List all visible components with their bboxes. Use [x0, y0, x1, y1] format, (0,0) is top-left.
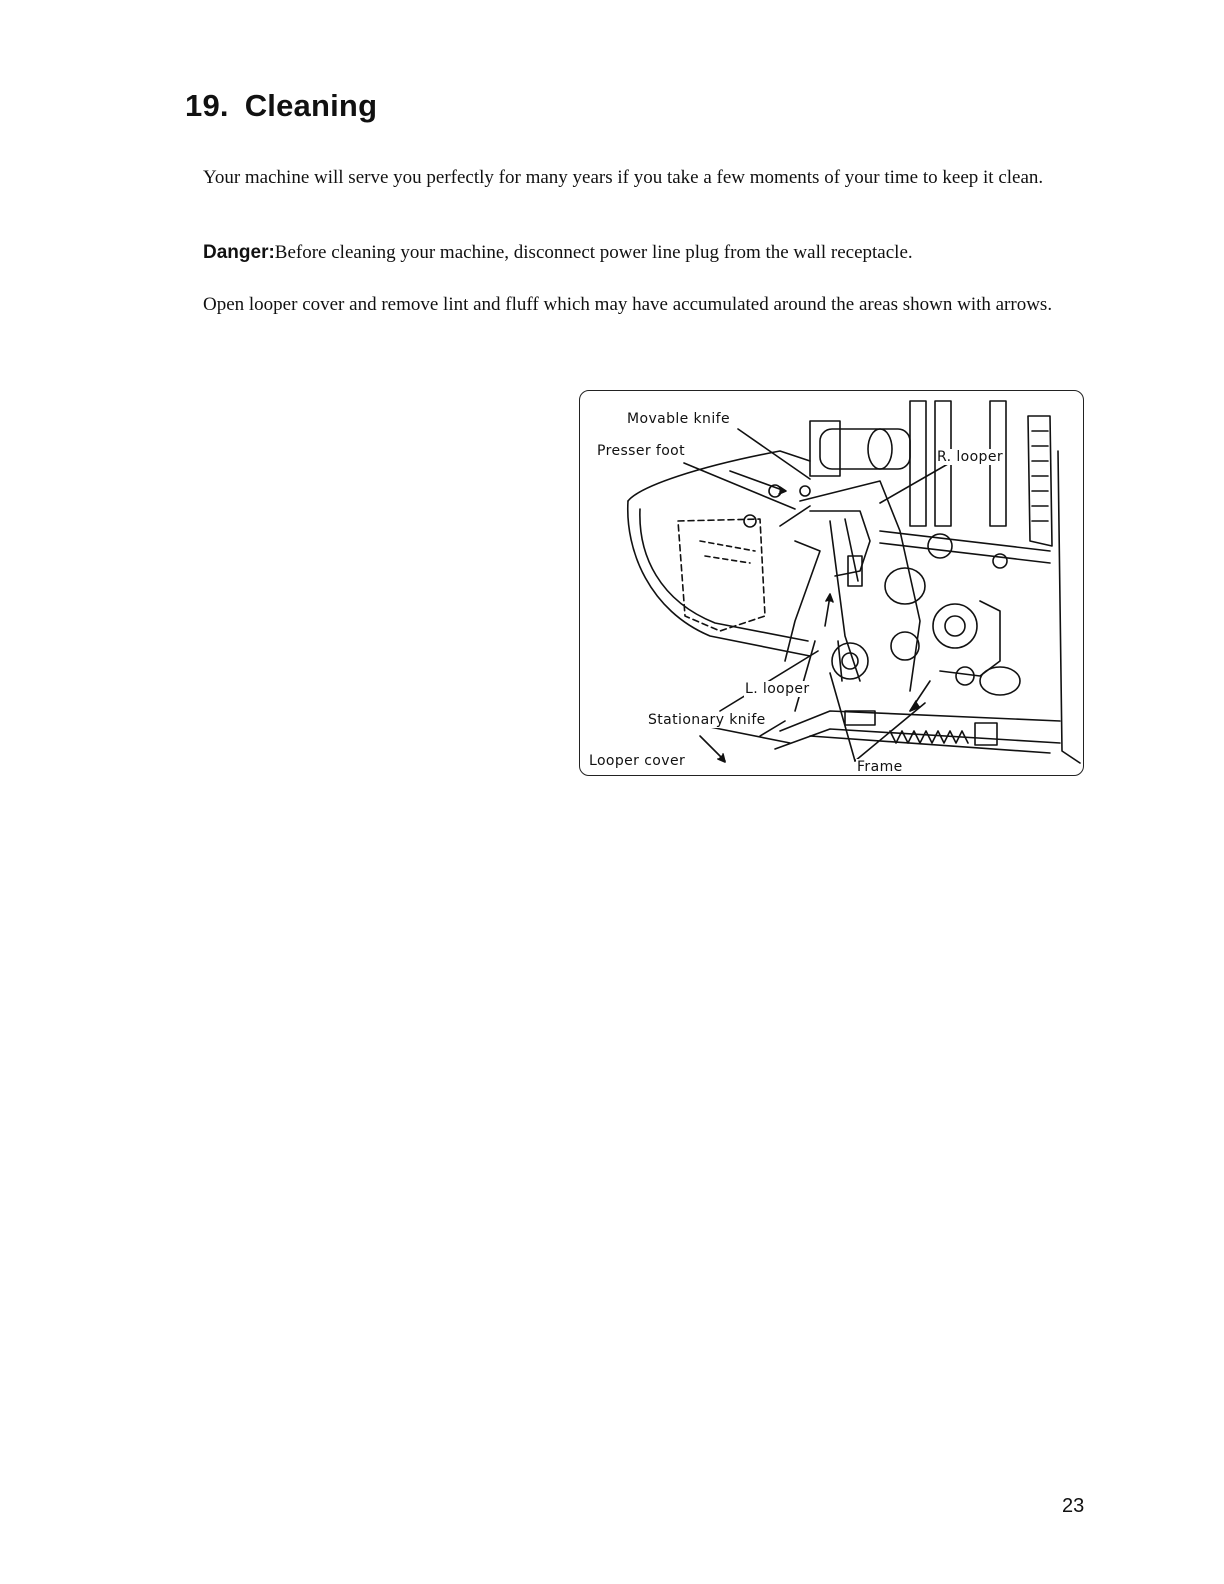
label-movable-knife: Movable knife	[627, 411, 730, 427]
label-frame: Frame	[857, 759, 903, 775]
section-title: Cleaning	[244, 88, 378, 123]
label-r-looper: R. looper	[937, 449, 1004, 465]
label-l-looper: L. looper	[745, 681, 810, 697]
page-number: 23	[1062, 1495, 1085, 1517]
section-heading	[185, 88, 377, 124]
danger-text: Before cleaning your machine, disconnect power line plug from the wall receptacle.	[274, 242, 913, 263]
section-number: 19.	[185, 88, 229, 123]
intro-paragraph: Your machine will serve you perfectly for many years if you take a few moments of your time to keep it clean.	[203, 167, 1044, 188]
danger-paragraph	[203, 240, 1098, 265]
instructions-paragraph: Open looper cover and remove lint and fluff which may have accumulated around the areas shown with arrows.	[203, 294, 1053, 315]
label-looper-cover: Looper cover	[589, 753, 686, 769]
danger-label: Danger:	[203, 242, 275, 263]
label-stationary-knife: Stationary knife	[648, 712, 766, 728]
label-presser-foot: Presser foot	[597, 443, 686, 459]
cleaning-figure	[579, 390, 1084, 776]
